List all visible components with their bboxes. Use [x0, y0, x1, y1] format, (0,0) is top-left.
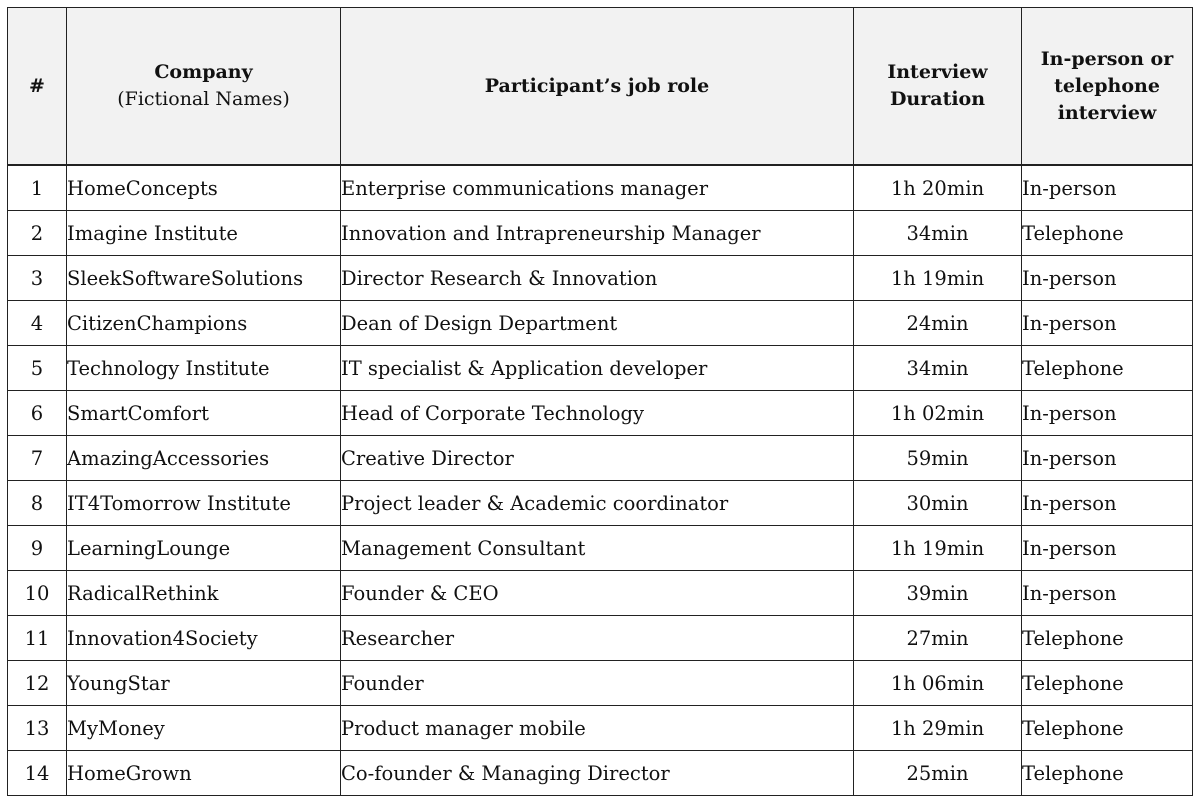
cell-duration: 1h 06min	[854, 661, 1022, 706]
cell-number: 7	[8, 436, 67, 481]
header-num: #	[8, 8, 67, 166]
cell-job-role: Head of Corporate Technology	[341, 391, 854, 436]
cell-interview-mode: In-person	[1022, 436, 1193, 481]
header-company-note: (Fictional Names)	[117, 88, 290, 110]
table-row	[8, 616, 1193, 661]
cell-company: YoungStar	[67, 661, 341, 706]
cell-job-role: IT specialist & Application developer	[341, 346, 854, 391]
cell-company: CitizenChampions	[67, 301, 341, 346]
cell-job-role: Creative Director	[341, 436, 854, 481]
cell-duration: 59min	[854, 436, 1022, 481]
cell-interview-mode: In-person	[1022, 301, 1193, 346]
table-row	[8, 571, 1193, 616]
cell-interview-mode: In-person	[1022, 481, 1193, 526]
table-row	[8, 481, 1193, 526]
table-row	[8, 436, 1193, 481]
cell-interview-mode: Telephone	[1022, 211, 1193, 256]
cell-duration: 34min	[854, 211, 1022, 256]
interview-participants-table	[7, 7, 1193, 796]
cell-duration: 1h 29min	[854, 706, 1022, 751]
cell-job-role: Innovation and Intrapreneurship Manager	[341, 211, 854, 256]
cell-interview-mode: In-person	[1022, 391, 1193, 436]
table-row	[8, 391, 1193, 436]
table-row	[8, 346, 1193, 391]
cell-number: 2	[8, 211, 67, 256]
cell-company: IT4Tomorrow Institute	[67, 481, 341, 526]
header-mode: In-person or telephone interview	[1022, 8, 1193, 166]
cell-duration: 1h 02min	[854, 391, 1022, 436]
cell-interview-mode: In-person	[1022, 571, 1193, 616]
cell-duration: 39min	[854, 571, 1022, 616]
cell-interview-mode: In-person	[1022, 526, 1193, 571]
cell-job-role: Co-founder & Managing Director	[341, 751, 854, 796]
cell-company: LearningLounge	[67, 526, 341, 571]
cell-company: HomeConcepts	[67, 165, 341, 211]
cell-company: AmazingAccessories	[67, 436, 341, 481]
cell-number: 5	[8, 346, 67, 391]
cell-interview-mode: Telephone	[1022, 346, 1193, 391]
cell-interview-mode: Telephone	[1022, 616, 1193, 661]
cell-company: HomeGrown	[67, 751, 341, 796]
cell-number: 6	[8, 391, 67, 436]
cell-number: 3	[8, 256, 67, 301]
cell-number: 12	[8, 661, 67, 706]
table-body	[8, 165, 1193, 796]
cell-job-role: Management Consultant	[341, 526, 854, 571]
header-company	[67, 8, 341, 166]
cell-duration: 1h 19min	[854, 526, 1022, 571]
table-row	[8, 706, 1193, 751]
cell-duration: 25min	[854, 751, 1022, 796]
cell-job-role: Dean of Design Department	[341, 301, 854, 346]
cell-job-role: Product manager mobile	[341, 706, 854, 751]
cell-interview-mode: Telephone	[1022, 661, 1193, 706]
cell-company: Innovation4Society	[67, 616, 341, 661]
table-header	[8, 8, 1193, 166]
cell-interview-mode: In-person	[1022, 256, 1193, 301]
cell-number: 13	[8, 706, 67, 751]
cell-duration: 1h 19min	[854, 256, 1022, 301]
cell-number: 14	[8, 751, 67, 796]
cell-job-role: Director Research & Innovation	[341, 256, 854, 301]
table-row	[8, 661, 1193, 706]
cell-number: 8	[8, 481, 67, 526]
cell-number: 9	[8, 526, 67, 571]
table-row	[8, 526, 1193, 571]
table-row	[8, 211, 1193, 256]
table-row	[8, 301, 1193, 346]
header-duration: Interview Duration	[854, 8, 1022, 166]
cell-duration: 27min	[854, 616, 1022, 661]
cell-duration: 30min	[854, 481, 1022, 526]
cell-job-role: Researcher	[341, 616, 854, 661]
cell-number: 10	[8, 571, 67, 616]
table-row	[8, 256, 1193, 301]
cell-job-role: Founder	[341, 661, 854, 706]
cell-interview-mode: In-person	[1022, 165, 1193, 211]
header-role: Participant’s job role	[341, 8, 854, 166]
cell-company: Technology Institute	[67, 346, 341, 391]
cell-number: 11	[8, 616, 67, 661]
cell-interview-mode: Telephone	[1022, 706, 1193, 751]
cell-company: MyMoney	[67, 706, 341, 751]
cell-company: SleekSoftwareSolutions	[67, 256, 341, 301]
cell-duration: 24min	[854, 301, 1022, 346]
cell-job-role: Founder & CEO	[341, 571, 854, 616]
header-row	[8, 8, 1193, 166]
cell-duration: 1h 20min	[854, 165, 1022, 211]
cell-interview-mode: Telephone	[1022, 751, 1193, 796]
cell-job-role: Enterprise communications manager	[341, 165, 854, 211]
table-row	[8, 165, 1193, 211]
cell-company: Imagine Institute	[67, 211, 341, 256]
cell-duration: 34min	[854, 346, 1022, 391]
cell-number: 4	[8, 301, 67, 346]
table-row	[8, 751, 1193, 796]
cell-number: 1	[8, 165, 67, 211]
header-company-label: Company	[154, 61, 253, 83]
cell-job-role: Project leader & Academic coordinator	[341, 481, 854, 526]
cell-company: SmartComfort	[67, 391, 341, 436]
cell-company: RadicalRethink	[67, 571, 341, 616]
